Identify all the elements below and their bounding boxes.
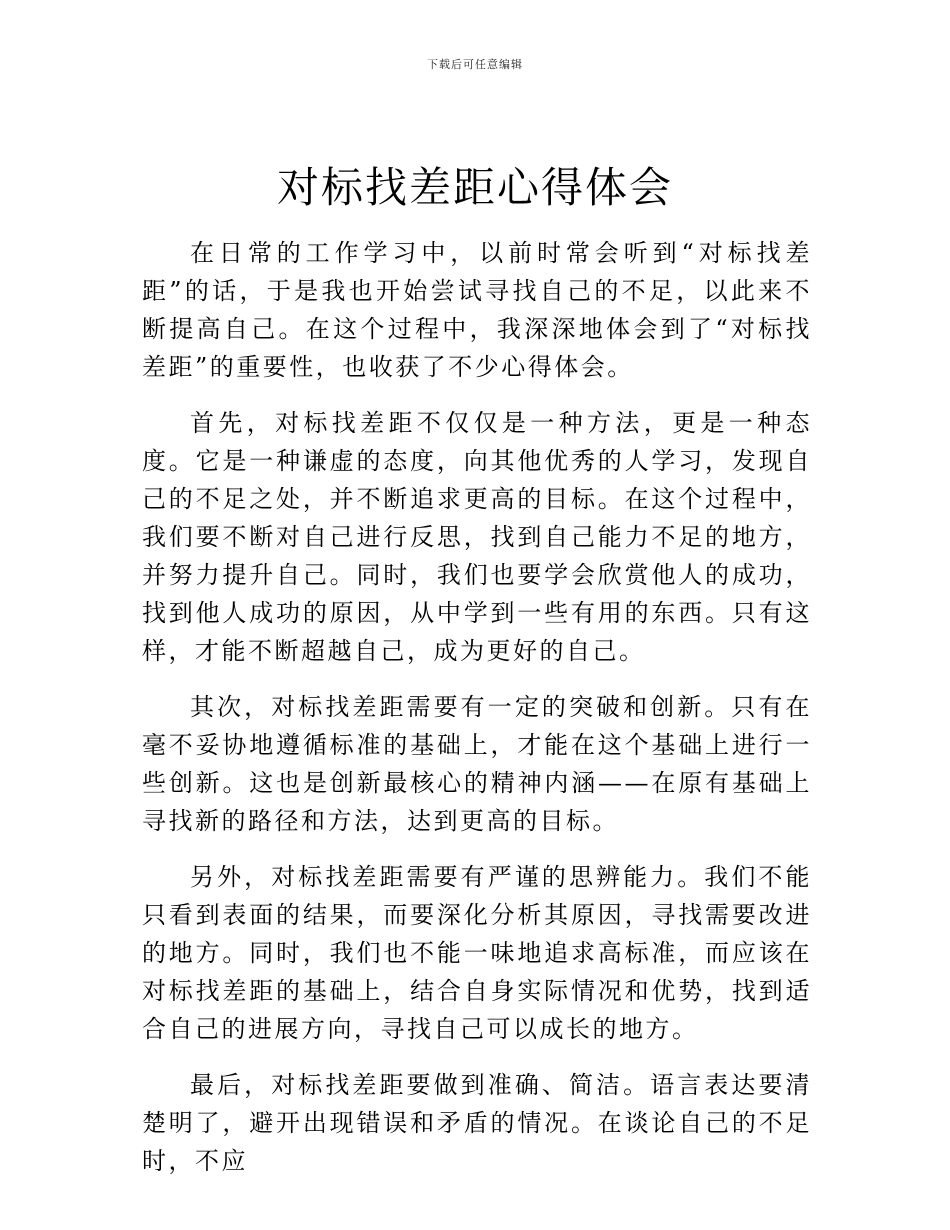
document-body [142,234,812,1198]
paragraph-first: 首先，对标找差距不仅仅是一种方法，更是一种态度。它是一种谦虚的态度，向其他优秀的人学习，发现自己的不足之处，并不断追求更高的目标。在这个过程中，我们要不断对自己进行反思，找到自己能力不足的地方，并努力提升自己。同时，我们也要学会欣赏他人的成功，找到他人成功的原因，从中学到一些有用的东西。只有这样，才能不断超越自己，成为更好的自己。 [142,409,812,665]
paragraph-second: 其次，对标找差距需要有一定的突破和创新。只有在毫不妥协地遵循标准的基础上，才能在这个基础上进行一些创新。这也是创新最核心的精神内涵——在原有基础上寻找新的路径和方法，达到更高的目标。 [142,693,812,835]
document-title: 对标找差距心得体会 [276,163,673,212]
paragraph-last: 最后，对标找差距要做到准确、简洁。语言表达要清楚明了，避开出现错误和矛盾的情况。在谈论自己的不足时，不应 [142,1071,812,1175]
paragraph-third: 另外，对标找差距需要有严谨的思辨能力。我们不能只看到表面的结果，而要深化分析其原因，寻找需要改进的地方。同时，我们也不能一味地追求高标准，而应该在对标找差距的基础上，结合自身实际情况和优势，找到适合自己的进展方向，寻找自己可以成长的地方。 [142,863,812,1043]
header-note: 下载后可任意编辑 [427,58,523,71]
paragraph-intro: 在日常的工作学习中，以前时常会听到“对标找差距”的话，于是我也开始尝试寻找自己的不足，以此来不断提高自己。在这个过程中，我深深地体会到了“对标找差距”的重要性，也收获了不少心得体会。 [142,239,812,381]
